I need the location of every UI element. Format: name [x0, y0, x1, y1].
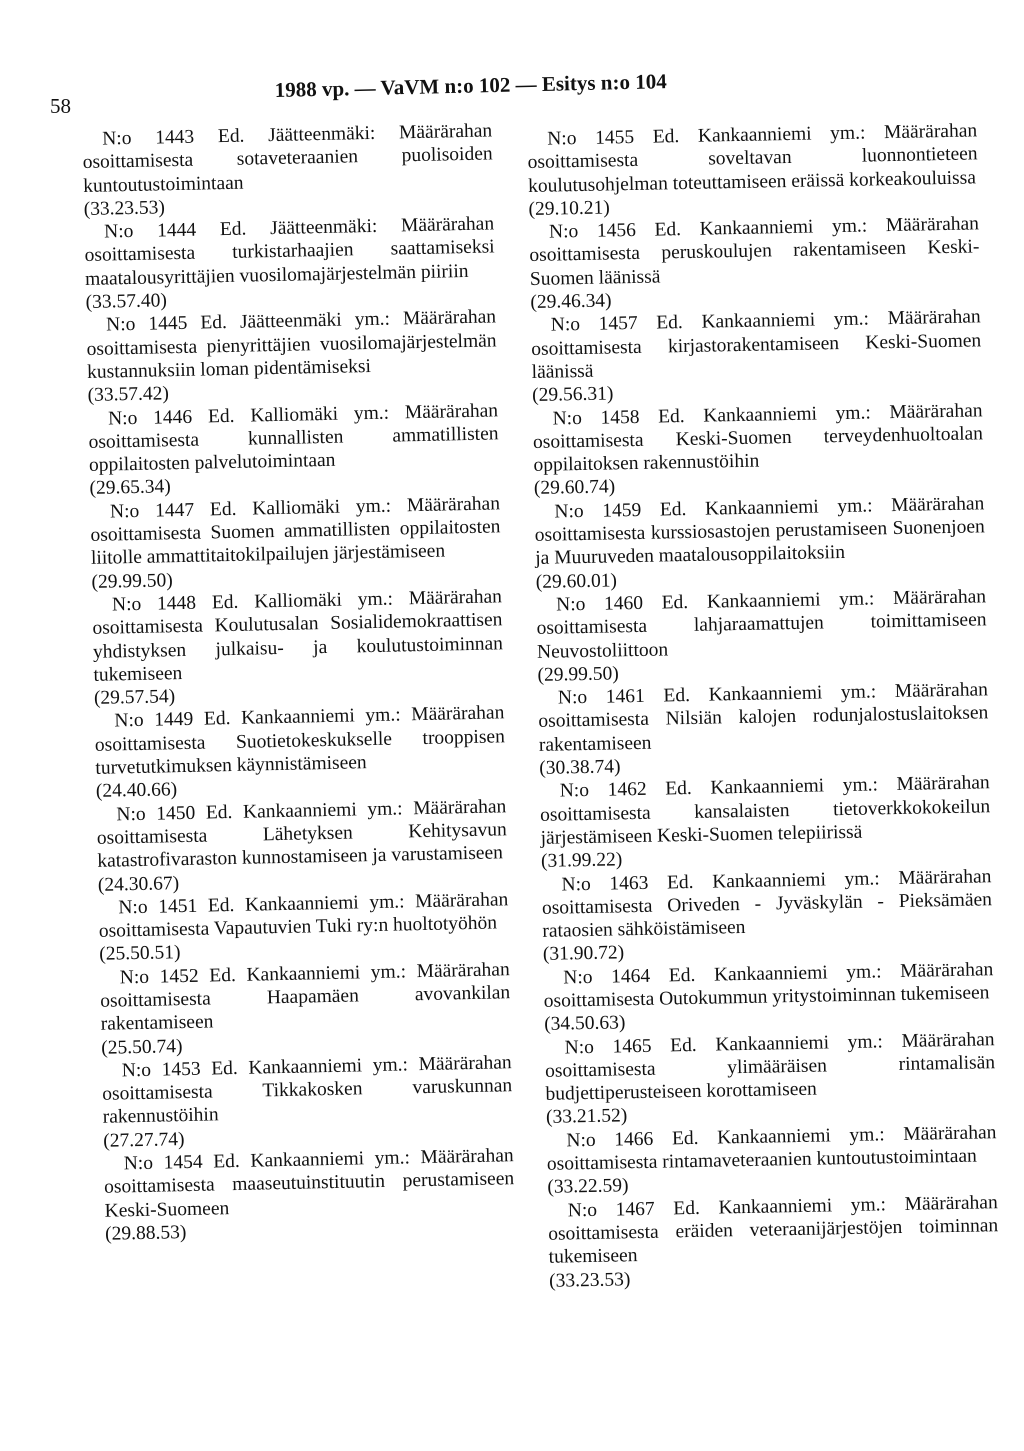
- left-column: [82, 119, 515, 1246]
- entry-text: N:o 1450 Ed. Kankaanniemi ym.: Määrärahan osoittamisesta Lähetyksen Kehitysavun katastrofivaraston kunnostamiseen ja varustamiseen: [96, 795, 508, 873]
- motion-entry: [531, 306, 983, 408]
- budget-code: (33.57.42): [87, 383, 170, 407]
- budget-code: (33.22.59): [547, 1175, 629, 1199]
- entry-text: N:o 1451 Ed. Kankaanniemi ym.: Määrärahan osoittamisesta Vapautuvien Tuki ry:n huoltotyöhön: [98, 889, 509, 942]
- budget-code: (29.88.53): [104, 1222, 187, 1245]
- motion-entry: [541, 865, 993, 967]
- page-header: [50, 69, 730, 118]
- right-column: [527, 119, 999, 1292]
- budget-code: (33.57.40): [85, 290, 168, 314]
- motion-entry: [534, 492, 986, 594]
- motion-entry: [103, 1144, 515, 1246]
- entry-text: N:o 1466 Ed. Kankaanniemi ym.: Määrärahan osoittamisesta rintamaveteraanien kuntoutustoimintaan: [546, 1121, 997, 1175]
- entry-text: N:o 1464 Ed. Kankaanniemi ym.: Määrärahan osoittamisesta Outokummun yritystoiminnan tukemiseen: [543, 958, 994, 1012]
- budget-code: (29.99.50): [91, 569, 173, 593]
- page-number: 58: [50, 94, 71, 118]
- motion-entry: [84, 213, 496, 315]
- budget-code: (29.60.74): [533, 476, 616, 500]
- entry-text: N:o 1447 Ed. Kalliomäki ym.: Määrärahan osoittamisesta Suomen ammatillisten oppilaitosten liitolle ammattitaitokilpailujen järjestämiseen: [90, 493, 501, 570]
- entry-text: N:o 1452 Ed. Kankaanniemi ym.: Määrärahan osoittamisesta Haapamäen avovankilan rakentamiseen: [100, 958, 511, 1036]
- motion-entry: [100, 958, 512, 1060]
- entry-text: N:o 1460 Ed. Kankaanniemi ym.: Määrärahan osoittamisesta lahjaraamattujen toimittamiseen Neuvostoliittoon: [536, 586, 987, 663]
- entry-text: N:o 1456 Ed. Kankaanniemi ym.: Määrärahan osoittamisesta peruskoulujen rakentamiseen Keski-Suomen läänissä: [529, 213, 980, 290]
- motion-entry: [86, 306, 498, 408]
- motion-entry: [532, 399, 984, 501]
- budget-code: (29.56.31): [531, 383, 614, 407]
- entry-text: N:o 1445 Ed. Jäätteenmäki ym.: Määrärahan osoittamisesta pienyrittäjien vuosilomajärjestelmän kustannuksiin loman pidentämiseksi: [86, 306, 497, 383]
- budget-code: (31.90.72): [542, 942, 625, 966]
- budget-code: (29.57.54): [93, 686, 176, 709]
- entry-text: N:o 1448 Ed. Kalliomäki ym.: Määrärahan osoittamisesta Koulutusalan Sosialidemokraattisen yhdistyksen julkaisu- ja koulutustoiminnan tukemiseen: [92, 586, 504, 686]
- motion-entry: [82, 119, 494, 221]
- motion-entry: [88, 399, 500, 501]
- motion-entry: [548, 1191, 1000, 1293]
- budget-code: (27.27.74): [103, 1128, 185, 1152]
- budget-code: (29.99.50): [537, 663, 619, 686]
- motion-entry: [540, 772, 992, 874]
- motion-entry: [98, 888, 509, 966]
- entry-text: N:o 1453 Ed. Kankaanniemi ym.: Määrärahan osoittamisesta Tikkakosken varuskunnan rakennustöihin: [102, 1052, 513, 1129]
- budget-code: (29.10.21): [528, 197, 610, 220]
- motion-entry: [94, 702, 506, 804]
- running-head: 1988 vp. — VaVM n:o 102 — Esitys n:o 104: [274, 69, 667, 103]
- entry-text: N:o 1459 Ed. Kankaanniemi ym.: Määrärahan osoittamisesta kurssiosastojen perustamiseen Suonenjoen ja Muuruveden maatalousoppilaitoksiin: [534, 493, 985, 570]
- entry-text: N:o 1467 Ed. Kankaanniemi ym.: Määrärahan osoittamisesta eräiden veteraanijärjestöjen toiminnan tukemiseen: [548, 1191, 999, 1269]
- budget-code: (29.65.34): [89, 476, 172, 500]
- entry-text: N:o 1458 Ed. Kankaanniemi ym.: Määrärahan osoittamisesta Keski-Suomen terveydenhuoltoalan oppilaitoksen rakennustöihin: [532, 399, 984, 477]
- motion-entry: [536, 585, 988, 687]
- entry-text: N:o 1449 Ed. Kankaanniemi ym.: Määrärahan osoittamisesta Suotietokeskukselle trooppisen turvetutkimuksen käynnistämiseen: [94, 702, 506, 779]
- entry-text: N:o 1444 Ed. Jäätteenmäki: Määrärahan osoittamisesta turkistarhaajien saattamiseksi maatalousyrittäjien vuosilomajärjestelmän piiriin: [84, 213, 495, 290]
- motion-entry: [546, 1121, 997, 1200]
- entry-text: N:o 1443 Ed. Jäätteenmäki: Määrärahan osoittamisesta sotaveteraanien puolisoiden kuntoutustoimintaan: [82, 120, 493, 197]
- motion-entry: [538, 678, 990, 780]
- motion-entry: [96, 795, 508, 897]
- motion-entry: [544, 1028, 996, 1130]
- budget-code: (24.40.66): [95, 779, 178, 803]
- motion-entry: [92, 585, 504, 710]
- budget-code: (31.99.22): [540, 849, 623, 873]
- motion-entry: [529, 213, 981, 315]
- budget-code: (33.21.52): [545, 1105, 628, 1129]
- entry-text: N:o 1457 Ed. Kankaanniemi ym.: Määrärahan osoittamisesta kirjastorakentamiseen Keski-Suomen läänissä: [531, 306, 982, 383]
- budget-code: (33.23.53): [548, 1268, 631, 1292]
- motion-entry: [543, 958, 994, 1037]
- budget-code: (33.23.53): [83, 197, 166, 220]
- motion-entry: [102, 1051, 514, 1153]
- entry-text: N:o 1455 Ed. Kankaanniemi ym.: Määrärahan osoittamisesta soveltavan luonnontieteen koulutusohjelman toteuttamiseen eräissä korkeakouluissa: [527, 120, 978, 197]
- budget-code: (30.38.74): [539, 756, 621, 779]
- entry-text: N:o 1461 Ed. Kankaanniemi ym.: Määrärahan osoittamisesta Nilsiän kalojen rodunjalostuslaitoksen rakentamiseen: [538, 679, 989, 756]
- entry-text: N:o 1446 Ed. Kalliomäki ym.: Määrärahan osoittamisesta kunnallisten ammatillisten oppilaitosten palvelutoimintaan: [88, 399, 499, 477]
- budget-code: (25.50.74): [101, 1035, 183, 1059]
- entry-text: N:o 1463 Ed. Kankaanniemi ym.: Määrärahan osoittamisesta Oriveden - Jyväskylän - Pieksämäen rataosien sähköistämiseen: [541, 865, 993, 942]
- entry-text: N:o 1454 Ed. Kankaanniemi ym.: Määrärahan osoittamisesta maaseutuinstituutin perustamiseen Keski-Suomeen: [103, 1145, 515, 1222]
- entry-text: N:o 1462 Ed. Kankaanniemi ym.: Määrärahan osoittamisesta kansalaisten tietoverkkokokeilun järjestämiseen Keski-Suomen telepiirissä: [539, 772, 991, 849]
- entry-text: N:o 1465 Ed. Kankaanniemi ym.: Määrärahan osoittamisesta ylimääräisen rintamalisän budjettiperusteiseen korottamiseen: [544, 1028, 996, 1105]
- motion-entry: [527, 119, 979, 221]
- budget-code: (29.60.01): [535, 569, 618, 593]
- motion-entry: [90, 492, 502, 594]
- budget-code: (24.30.67): [97, 872, 180, 896]
- budget-code: (34.50.63): [544, 1012, 626, 1036]
- budget-code: (25.50.51): [99, 942, 181, 966]
- budget-code: (29.46.34): [530, 290, 612, 314]
